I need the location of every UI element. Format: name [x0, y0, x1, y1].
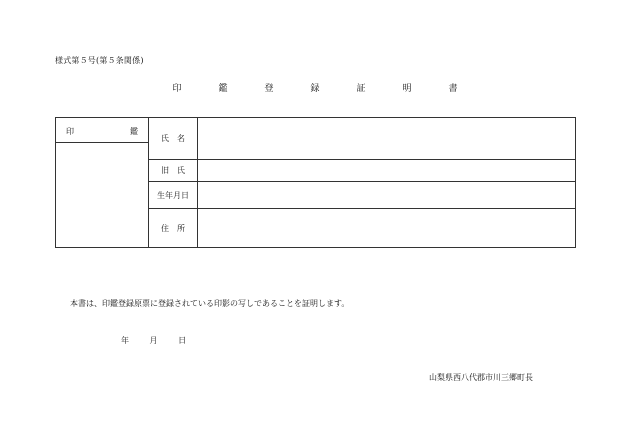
form-reference: 様式第５号(第５条関係) [55, 56, 144, 65]
date-year: 年 [121, 336, 129, 345]
birthdate-value [198, 182, 575, 208]
document-title: 印 鑑 登 録 証 明 書 [172, 84, 472, 94]
registration-table [55, 117, 576, 248]
former-name-label: 旧 氏 [149, 160, 198, 181]
date-month: 月 [149, 336, 158, 345]
address-value [198, 209, 575, 247]
name-label: 氏 名 [149, 118, 198, 159]
former-name-value [198, 160, 575, 181]
birthdate-label: 生年月日 [149, 182, 198, 208]
seal-impression-area [56, 143, 149, 247]
birthdate-row [149, 182, 575, 209]
issue-date [121, 335, 186, 346]
seal-header-right: 鑑 [130, 127, 138, 136]
address-row [149, 209, 575, 247]
issuer: 山梨県西八代郡市川三郷町長 [429, 373, 533, 382]
certification-text: 本書は、印鑑登録原票に登録されている印影の写しであることを証明します。 [70, 299, 350, 308]
seal-header [56, 118, 149, 143]
address-label: 住 所 [149, 209, 198, 247]
name-value [198, 118, 575, 159]
name-row [149, 118, 575, 160]
seal-header-left: 印 [66, 127, 74, 136]
former-name-row [149, 160, 575, 182]
date-day: 日 [178, 336, 187, 345]
